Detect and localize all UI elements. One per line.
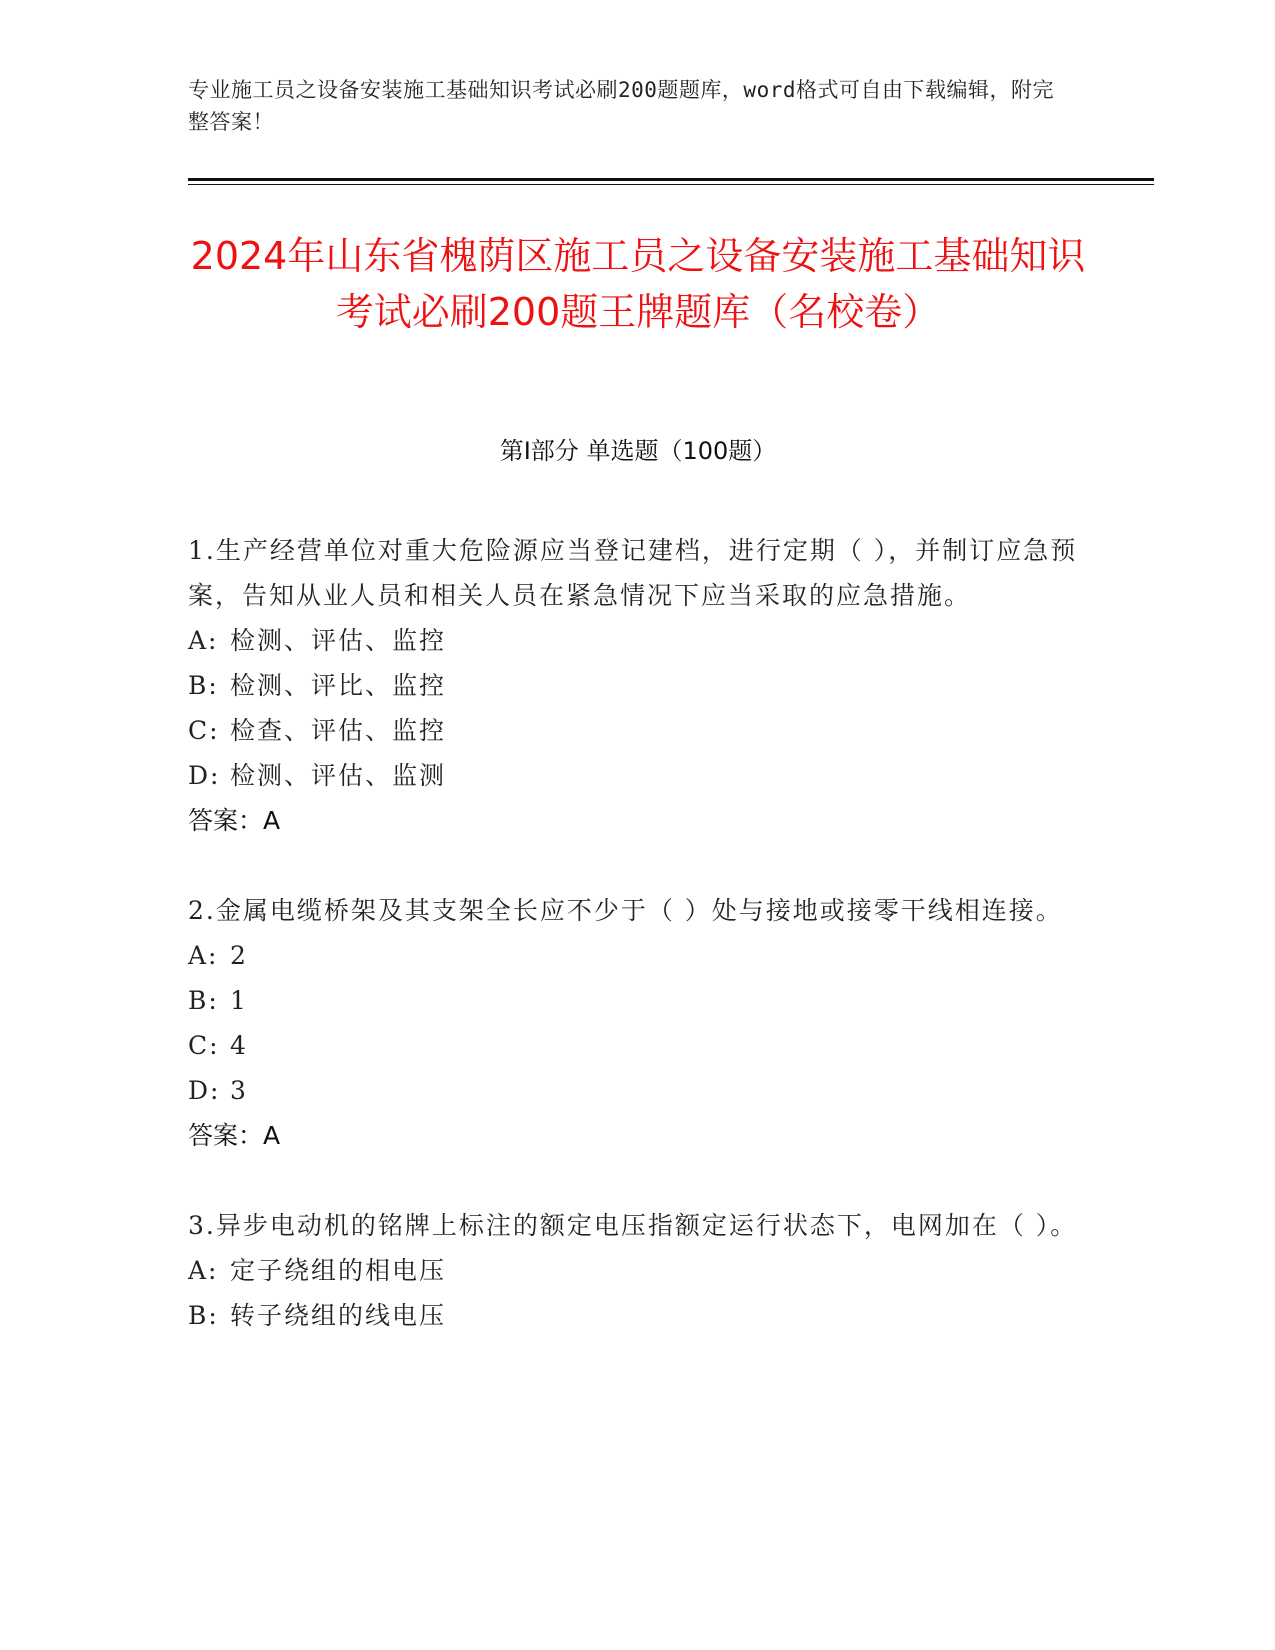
option-letter: B:	[188, 986, 219, 1015]
option-text: 检测、评估、监测	[230, 761, 447, 790]
option-d	[188, 753, 1088, 798]
option-a	[188, 933, 1088, 978]
question-3	[188, 1203, 1088, 1338]
header-rule-thin	[188, 184, 1154, 185]
option-text: 2	[230, 941, 248, 970]
option-text: 3	[230, 1076, 248, 1105]
option-letter: B:	[188, 1301, 219, 1330]
document-title: 2024年山东省槐荫区施工员之设备安装施工基础知识考试必刷200题王牌题库（名校卷）	[190, 234, 1086, 334]
option-letter: B:	[188, 671, 219, 700]
option-c	[188, 1023, 1088, 1068]
answer-line: 答案：A	[188, 1121, 281, 1150]
section-heading: 第Ⅰ部分 单选题（100题）	[499, 437, 777, 465]
option-letter: A:	[188, 941, 219, 970]
option-b	[188, 663, 1088, 708]
option-text: 1	[230, 986, 248, 1015]
option-text: 检测、评比、监控	[230, 671, 447, 700]
answer-line: 答案：A	[188, 806, 281, 835]
option-letter: A:	[188, 626, 219, 655]
option-b	[188, 1293, 1088, 1338]
option-text: 检测、评估、监控	[230, 626, 447, 655]
question-1	[188, 528, 1088, 843]
option-letter: D:	[188, 761, 221, 790]
question-stem: 3.异步电动机的铭牌上标注的额定电压指额定运行状态下，电网加在（ ）。	[188, 1211, 1078, 1240]
question-stem: 2.金属电缆桥架及其支架全长应不少于（ ）处与接地或接零干线相连接。	[188, 896, 1063, 925]
option-text: 检查、评估、监控	[230, 716, 447, 745]
option-c	[188, 708, 1088, 753]
header-rule-thick	[188, 178, 1154, 181]
option-a	[188, 618, 1088, 663]
option-d	[188, 1068, 1088, 1113]
question-2	[188, 888, 1088, 1158]
option-text: 转子绕组的线电压	[230, 1301, 447, 1330]
option-letter: C:	[188, 716, 220, 745]
option-letter: C:	[188, 1031, 220, 1060]
option-b	[188, 978, 1088, 1023]
question-list	[188, 528, 1088, 1383]
question-stem: 1.生产经营单位对重大危险源应当登记建档，进行定期（ ），并制订应急预案，告知从业人员和相关人员在紧急情况下应当采取的应急措施。	[188, 536, 1078, 610]
option-a	[188, 1248, 1088, 1293]
header-note: 专业施工员之设备安装施工基础知识考试必刷200题题库，word格式可自由下载编辑，附完整答案！	[188, 78, 1054, 134]
option-letter: A:	[188, 1256, 219, 1285]
option-letter: D:	[188, 1076, 221, 1105]
option-text: 定子绕组的相电压	[230, 1256, 447, 1285]
option-text: 4	[230, 1031, 248, 1060]
